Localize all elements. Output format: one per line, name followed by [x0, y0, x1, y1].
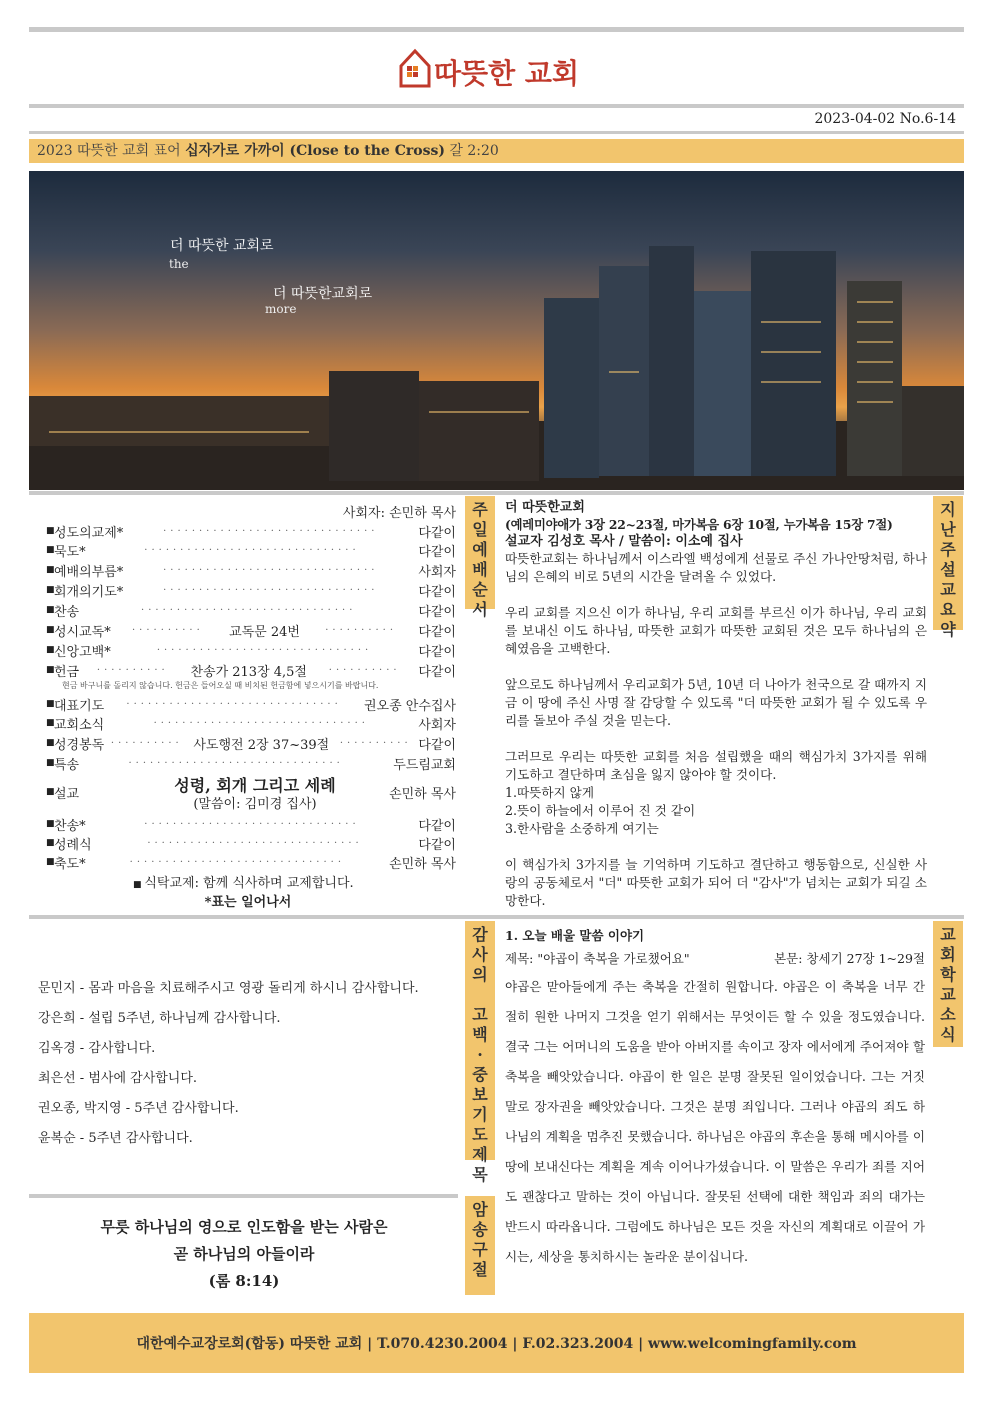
sermon-summary-label: 지 난 주 설 교 요 약 [933, 496, 963, 630]
header-rule [29, 104, 964, 108]
school-news [505, 926, 925, 1272]
core-value-3: 3.한사람을 소중하게 여기는 [505, 821, 659, 836]
bullet: ■ [46, 758, 55, 768]
thanks-item: 최은선 - 범사에 감사합니다. [38, 1071, 198, 1086]
dot-leader: ·········· [325, 624, 398, 636]
worship-item-leader: 다같이 [418, 664, 457, 680]
worship-item-name: 성도의교제* [54, 525, 124, 541]
bullet: ■ [46, 665, 55, 675]
worship-item-name: 특송 [54, 757, 80, 773]
worship-item [46, 833, 456, 853]
summary-p2: 우리 교회를 지으신 이가 하나님, 우리 교회를 부르신 이가 하나님, 우리 교회를 보내신 이도 하나님, 따뜻한 교회가 따뜻한 교회된 것은 모두 하나님의 은혜였음을 고백한다. [505, 605, 927, 656]
summary-p1: 따뜻한교회는 하나님께서 이스라엘 백성에게 선물로 주신 가나안땅처럼, 하나님의 은혜의 비로 5년의 시간을 달려올 수 있었다. [505, 551, 927, 584]
dot-leader: ······························ [163, 525, 379, 537]
date-issue: 2023-04-02 No.6-14 [814, 111, 956, 127]
memory-verse [29, 1214, 459, 1295]
worship-item-name: 신앙고백* [54, 644, 111, 660]
worship-item-leader: 두드림교회 [393, 757, 456, 773]
footer-text: 대한예수교장로회(합동) 따뜻한 교회 | T.070.4230.2004 | F.02.323.2004 | www.welcomingfamily.com [136, 1336, 857, 1352]
motto-bold: 십자가로 가까이 (Close to the Cross) [185, 143, 445, 159]
news-title: 제목: "야곱이 축복을 가로챘어요" [505, 951, 690, 966]
hero-line3: 더 따뜻한교회로 [273, 286, 373, 302]
worship-item-leader: 다같이 [418, 818, 456, 834]
worship-item-name: 찬송* [54, 818, 86, 834]
worship-item-leader: 다같이 [418, 624, 456, 640]
sermon-summary [505, 499, 927, 910]
worship-item [46, 713, 456, 733]
worship-item-name: 예배의부름* [54, 564, 124, 580]
worship-item-detail: 교독문 24번 [229, 624, 300, 640]
thanks-item: 강은희 - 설립 5주년, 하나님께 감사합니다. [38, 1011, 281, 1026]
summary-refs: (예레미야애가 3장 22~23절, 마가복음 6장 10절, 누가복음 15장 7절) [505, 517, 893, 532]
dot-leader: ·········· [328, 664, 401, 676]
worship-item [46, 580, 456, 600]
date-rule [29, 131, 964, 134]
worship-item-leader: 다같이 [418, 584, 456, 600]
worship-item-name: 회개의기도* [54, 584, 124, 600]
bullet: ■ [46, 738, 55, 748]
dot-leader: ······························ [141, 604, 357, 616]
house-logo-icon [398, 46, 432, 90]
worship-item [46, 733, 456, 753]
bullet: ■ [46, 819, 55, 829]
worship-item-name: 성례식 [54, 837, 92, 853]
dot-leader: ······························ [153, 717, 369, 729]
worship-item-leader: 다같이 [418, 525, 456, 541]
motto-suffix: 갈 2:20 [444, 143, 499, 159]
thanks-label: 감 사 의 고 백 · 중 보 기 도 제 목 [465, 921, 495, 1160]
city-skyline [29, 171, 964, 490]
dot-leader: ······························ [126, 698, 342, 710]
hero-line4: more [265, 302, 297, 316]
worship-item [46, 814, 456, 834]
worship-item-leader: 다같이 [418, 544, 456, 560]
worship-item-detail: 사도행전 2장 37~39절 [193, 737, 330, 753]
news-text-ref: 본문: 창세기 27장 1~29절 [774, 951, 925, 966]
stand-note: *표는 일어나서 [204, 895, 292, 910]
footer-bar [29, 1313, 964, 1373]
meal-note-text: 식탁교제: 함께 식사하며 교제합니다. [144, 876, 354, 891]
summary-p4: 그러므로 우리는 따뜻한 교회를 처음 설립했을 때의 핵심가치 3가지를 위해 기도하고 결단하며 초심을 잃지 않아야 할 것이다. [505, 749, 927, 782]
memory-line1: 무릇 하나님의 영으로 인도함을 받는 사람은 [100, 1218, 388, 1236]
dot-leader: ·········· [110, 737, 183, 749]
bullet: ■ [46, 585, 55, 595]
dot-leader: ······························ [163, 584, 379, 596]
worship-item [46, 660, 456, 680]
dot-leader: ·········· [96, 664, 169, 676]
logo [398, 44, 598, 92]
hero-image [29, 171, 964, 490]
core-value-2: 2.뜻이 하늘에서 이루어 진 것 같이 [505, 803, 696, 818]
dot-leader: ·········· [132, 624, 204, 636]
worship-item [46, 521, 456, 541]
memory-label: 암 송 구 절 [465, 1196, 495, 1295]
worship-item-name: 찬송 [54, 604, 80, 620]
sermon-preacher: (말씀이: 김미경 집사) [193, 797, 317, 812]
bullet: ■ [46, 718, 55, 728]
bullet: ■ [46, 787, 55, 797]
dot-leader: ······························ [156, 644, 373, 656]
worship-item-name: 교회소식 [54, 717, 105, 733]
dot-leader: ······························ [144, 818, 360, 830]
worship-item-leader: 다같이 [418, 837, 456, 853]
summary-p3: 앞으로도 하나님께서 우리교회가 5년, 10년 더 나아가 천국으로 갈 때까지 지금 이 땅에 주신 사명 잘 감당할 수 있도록 "더 따뜻한 교회가 될 수 있도록 우리를 돌보아 주실 것을 믿는다. [505, 677, 927, 728]
worship-item-name: 헌금 [54, 664, 80, 680]
worship-item [46, 540, 456, 560]
meal-note [133, 872, 354, 891]
worship-item-leader: 사회자 [418, 564, 456, 580]
bullet: ■ [133, 880, 145, 890]
bullet: ■ [46, 857, 55, 867]
dot-leader: ······························ [128, 757, 344, 769]
thanks-item: 윤복순 - 5주년 감사합니다. [38, 1131, 193, 1146]
worship-item-name: 대표기도 [54, 698, 105, 714]
worship-item [46, 600, 456, 620]
worship-label: 주 일 예 배 순 서 [465, 496, 495, 609]
memory-rule [29, 1194, 458, 1198]
thanks-item: 권오종, 박지영 - 5주년 감사합니다. [38, 1101, 239, 1116]
worship-item [46, 753, 456, 773]
thanks-item: 문민지 - 몸과 마음을 치료해주시고 영광 돌리게 하시니 감사합니다. [38, 981, 419, 996]
worship-item-leader: 손민하 목사 [389, 856, 456, 872]
bullet: ■ [46, 545, 55, 555]
dot-leader: ·········· [339, 737, 412, 749]
bullet: ■ [46, 625, 55, 635]
worship-item [46, 852, 456, 872]
bullet: ■ [46, 565, 55, 575]
worship-item [46, 620, 456, 640]
bullet: ■ [46, 838, 55, 848]
hero-line2: the [169, 257, 189, 271]
worship-item-leader: 손민하 목사 [389, 786, 456, 802]
worship-item-leader: 권오종 안수집사 [363, 698, 456, 714]
worship-item-name: 설교 [54, 786, 80, 802]
dot-leader: ······························ [147, 837, 363, 849]
church-name: 따뜻한 교회 [434, 57, 579, 90]
hero-rule [29, 491, 964, 495]
core-value-1: 1.따뜻하지 않게 [505, 785, 595, 800]
dot-leader: ······························ [163, 564, 379, 576]
worship-item [46, 560, 456, 580]
bullet: ■ [46, 699, 55, 709]
worship-item-name: 축도* [54, 856, 86, 872]
worship-item-detail: 찬송가 213장 4,5절 [190, 664, 307, 680]
sermon-title: 성령, 회개 그리고 세례 [174, 776, 336, 795]
worship-item-leader: 다같이 [418, 644, 456, 660]
motto-prefix: 2023 따뜻한 교회 표어 [37, 143, 186, 159]
news-body: 야곱은 맏아들에게 주는 축복을 간절히 원합니다. 야곱은 이 축복을 너무 간절히 원한 나머지 그것을 얻기 위해서는 무엇이든 할 수 있을 정도였습니다. 결국 그는 어머니의 도움을 받아 아버지를 속이고 장자 에서에게 주어져야 할 축복을 빼앗았습니다. 야곱이 한 일은 분명 잘못된 일이었습니다. 그는 거짓말로 장자권을 빼앗았습니다. 그것은 분명 죄입니다. 그러나 야곱의 죄도 하나님의 계획을 멈추진 못했습니다. 하나님은 야곱의 후손을 통해 메시아를 이 땅에 보내신다는 계획을 계속 이어나가셨습니다. 이 말씀은 우리가 죄를 지어도 괜찮다고 말하는 것이 아닙니다. 잘못된 선택에 대한 책임과 죄의 대가는 반드시 따라옵니다. 그럼에도 하나님은 모든 것을 자신의 계획대로 이끌어 가시는, 세상을 통치하시는 놀라운 분이십니다. [505, 979, 925, 1264]
worship-host: 사회자: 손민하 목사 [342, 506, 456, 521]
bullet: ■ [46, 605, 55, 615]
bullet: ■ [46, 526, 55, 536]
summary-p5: 이 핵심가치 3가지를 늘 기억하며 기도하고 결단하고 행동함으로, 신실한 사랑의 공동체로서 "더" 따뜻한 교회가 되어 더 "감사"가 넘치는 교회가 되길 소망한다. [505, 857, 927, 908]
summary-speaker: 설교자 김성호 목사 / 말씀이: 이소예 집사 [505, 534, 743, 549]
memory-line2: 곧 하나님의 아들이라 [173, 1245, 315, 1263]
hero-line1: 더 따뜻한 교회로 [170, 238, 274, 254]
summary-title: 더 따뜻한교회 [505, 500, 585, 515]
mid-rule [29, 915, 964, 919]
worship-item-leader: 사회자 [418, 717, 456, 733]
worship-item-name: 성경봉독 [54, 737, 105, 753]
bullet: ■ [46, 645, 55, 655]
dot-leader: ······························ [144, 544, 360, 556]
top-rule [29, 27, 964, 32]
offering-note: 현금 바구니를 돌리지 않습니다. 헌금은 들어오실 때 비치된 헌금함에 넣으시기를 바랍니다. [62, 681, 379, 690]
thanks-item: 김옥경 - 감사합니다. [38, 1041, 156, 1056]
worship-item [46, 640, 456, 660]
memory-ref: (롬 8:14) [208, 1272, 280, 1290]
motto-bar [29, 139, 964, 163]
worship-item-name: 묵도* [54, 544, 86, 560]
worship-item-name: 성시교독* [54, 624, 111, 640]
news-heading: 1. 오늘 배울 말씀 이야기 [505, 928, 645, 943]
worship-item-leader: 다같이 [418, 737, 457, 753]
thanks-list [38, 974, 458, 1154]
worship-item [46, 694, 456, 714]
dot-leader: ······························ [129, 856, 346, 868]
school-news-label: 교 회 학 교 소 식 [933, 921, 963, 1047]
worship-item-leader: 다같이 [418, 604, 456, 620]
